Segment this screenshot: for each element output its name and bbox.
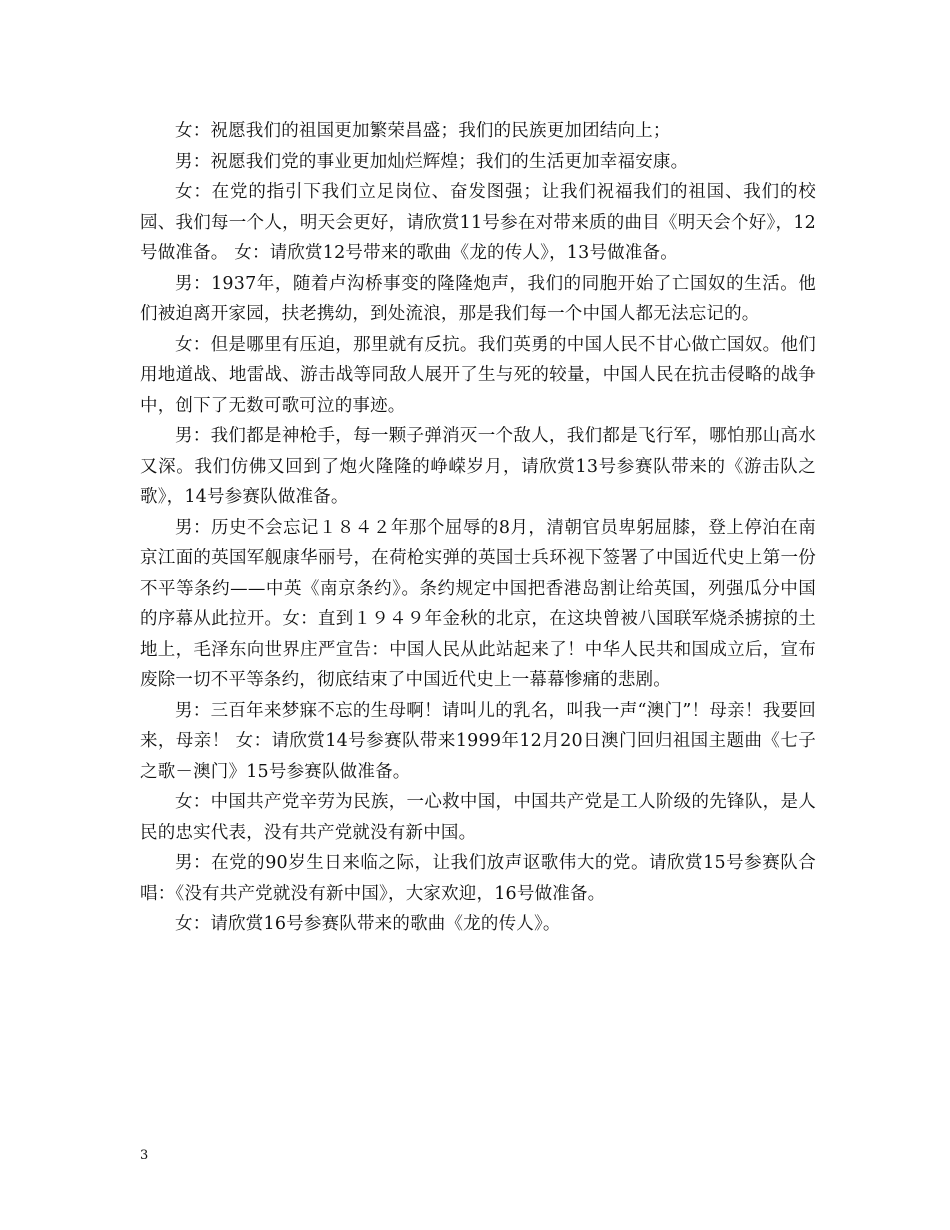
paragraph: 男：祝愿我们党的事业更加灿烂辉煌；我们的生活更加幸福安康。 [175, 151, 689, 172]
paragraph: 女：请欣赏16号参赛队带来的歌曲《龙的传人》。 [175, 914, 561, 934]
paragraph: 男：三百年来梦寐不忘的生母啊！请叫儿的乳名，叫我一声“澳门”！母亲！我要回来，母亲！ 女：请欣赏14号参赛队带来1999年12月20日澳门回归祖国主题曲《七子之歌－澳门》15号参赛队做准备。 [140, 700, 816, 782]
paragraph: 男：我们都是神枪手，每一颗子弹消灭一个敌人，我们都是飞行军，哪怕那山高水又深。我们仿佛又回到了炮火隆隆的峥嵘岁月，请欣赏13号参赛队带来的《游击队之歌》，14号参赛队做准备。 [140, 426, 816, 507]
paragraph: 女：但是哪里有压迫，那里就有反抗。我们英勇的中国人民不甘心做亡国奴。他们用地道战、地雷战、游击战等同敌人展开了生与死的较量，中国人民在抗击侵略的战争中，创下了无数可歌可泣的事迹。 [140, 334, 816, 416]
paragraph: 男：1937年，随着卢沟桥事变的隆隆炮声，我们的同胞开始了亡国奴的生活。他们被迫离开家园，扶老携幼，到处流浪，那是我们每一个中国人都无法忘记的。 [140, 273, 816, 324]
paragraph: 男：在党的90岁生日来临之际，让我们放声讴歌伟大的党。请欣赏15号参赛队合唱：《没有共产党就没有新中国》，大家欢迎，16号做准备。 [140, 853, 816, 904]
paragraph: 女：中国共产党辛劳为民族，一心救中国，中国共产党是工人阶级的先锋队，是人民的忠实代表，没有共产党就没有新中国。 [140, 792, 816, 843]
paragraph: 男：历史不会忘记１８４２年那个屈辱的8月，清朝官员卑躬屈膝，登上停泊在南京江面的英国军舰康华丽号，在荷枪实弹的英国士兵环视下签署了中国近代史上第一份不平等条约——中英《南京条约》。条约规定中国把香港岛割让给英国，列强瓜分中国的序幕从此拉开。女：直到１９４９年金秋的北京，在这块曾被八国联军烧杀掳掠的土地上，毛泽东向世界庄严宣告：中国人民从此站起来了！中华人民共和国成立后，宣布废除一切不平等条约，彻底结束了中国近代史上一幕幕惨痛的悲剧。 [140, 517, 816, 690]
body-text [140, 116, 816, 940]
paragraph: 女：在党的指引下我们立足岗位、奋发图强；让我们祝福我们的祖国、我们的校园、我们每一个人，明天会更好，请欣赏11号参在对带来质的曲目《明天会个好》，12号做准备。 女：请欣赏12号带来的歌曲《龙的传人》，13号做准备。 [140, 182, 816, 263]
page-number: 3 [140, 1148, 149, 1163]
paragraph: 女：祝愿我们的祖国更加繁荣昌盛；我们的民族更加团结向上； [175, 121, 671, 141]
